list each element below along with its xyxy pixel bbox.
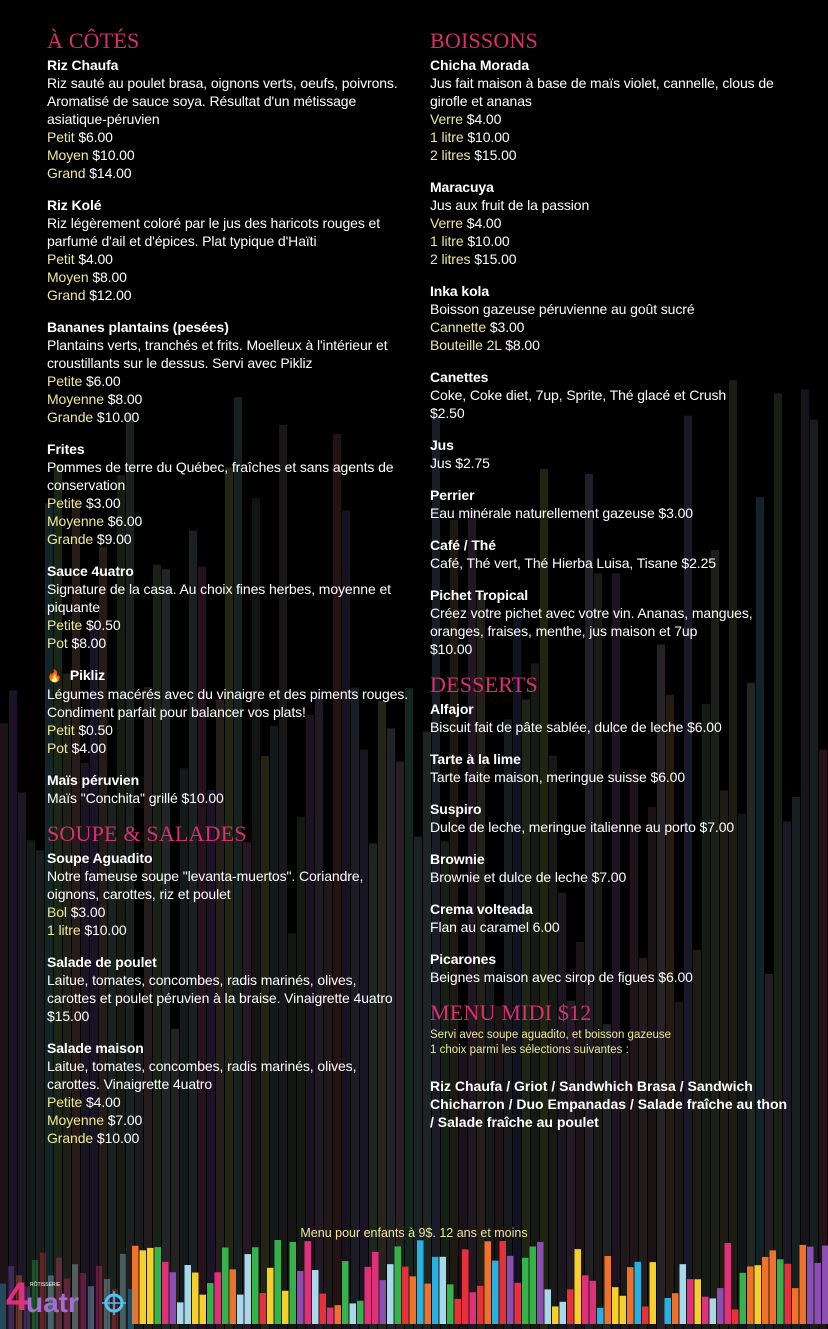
color-bar (672, 1293, 679, 1324)
option-label: Moyen (47, 147, 89, 163)
color-bar (335, 1305, 342, 1324)
item-name: Crema volteada (430, 901, 533, 917)
color-bar (822, 1245, 828, 1324)
color-bar (597, 1308, 604, 1324)
background-bar (27, 840, 35, 1329)
menu-item (430, 900, 788, 936)
fire-icon: 🔥 (47, 669, 62, 683)
color-bar (342, 1261, 349, 1324)
menu-item (47, 56, 409, 182)
color-bar (387, 1264, 394, 1324)
item-name: Maracuya (430, 179, 494, 195)
color-bar (500, 1241, 507, 1324)
color-bar (267, 1268, 274, 1324)
color-bar (177, 1302, 184, 1324)
section-title: À CÔTÉS (47, 28, 140, 53)
item-name: Riz Chaufa (47, 57, 119, 73)
option-label: Petite (47, 1094, 83, 1110)
color-bar (215, 1272, 222, 1324)
color-bar (590, 1281, 597, 1324)
option-label: Bouteille 2L (430, 337, 502, 353)
option-price: $4.00 (466, 111, 502, 127)
price-option (430, 318, 788, 336)
menu-item (430, 56, 788, 164)
menu-section (430, 28, 788, 658)
price-option (47, 921, 409, 939)
price-option (47, 1129, 409, 1147)
color-bar (380, 1280, 387, 1324)
color-bar (305, 1241, 312, 1324)
color-bar (770, 1250, 777, 1324)
option-price: $7.00 (107, 1112, 143, 1128)
option-price: $10.00 (92, 147, 135, 163)
menu-midi-section (430, 1000, 788, 1131)
color-bar (170, 1272, 177, 1324)
color-bar (605, 1256, 612, 1324)
option-price: $8.00 (92, 269, 127, 285)
price-option (47, 268, 409, 286)
menu-item (430, 436, 788, 472)
color-bar (470, 1292, 477, 1324)
option-price: $15.00 (474, 147, 517, 163)
menu-item (47, 318, 409, 426)
price-option (430, 128, 788, 146)
menu-item (47, 666, 409, 757)
color-bar (275, 1240, 282, 1324)
option-price: $3.00 (86, 495, 121, 511)
color-bar (785, 1264, 792, 1324)
color-bar (485, 1241, 492, 1324)
option-price: $6.00 (78, 129, 113, 145)
price-option (47, 530, 409, 548)
option-label: Petite (47, 495, 83, 511)
item-description: Biscuit fait de pâte sablée, dulce de leche $6.00 (430, 719, 722, 735)
option-label: Cannette (430, 319, 487, 335)
color-bar (762, 1257, 769, 1324)
option-label: Petit (47, 251, 75, 267)
item-description: Coke, Coke diet, 7up, Sprite, Thé glacé et Crush (430, 387, 727, 403)
color-bar (777, 1259, 784, 1324)
color-bar (447, 1284, 454, 1324)
menu-item (47, 849, 409, 939)
price-option (430, 214, 788, 232)
menu-item (430, 700, 788, 736)
price-option (47, 494, 409, 512)
svg-text:RÔTISSERIE: RÔTISSERIE (30, 1282, 61, 1288)
menu-item (47, 771, 409, 807)
item-description: Tarte faite maison, meringue suisse $6.00 (430, 769, 686, 785)
option-price: $9.00 (96, 531, 132, 547)
color-bar (695, 1279, 702, 1324)
color-bar (492, 1261, 499, 1324)
item-name: Canettes (430, 369, 489, 385)
option-label: Bol (47, 904, 67, 920)
option-price: $14.00 (89, 165, 132, 181)
item-name: Tarte à la lime (430, 751, 521, 767)
svg-text:uatr: uatr (26, 1287, 79, 1316)
color-bar (290, 1242, 297, 1324)
background-bar (792, 797, 800, 1329)
item-description: Jus fait maison à base de maïs violet, cannelle, clous de girofle et ananas (430, 75, 774, 109)
option-price: $10.00 (96, 409, 140, 425)
price-option (47, 128, 409, 146)
color-bar (747, 1266, 754, 1324)
option-label: 1 litre (430, 129, 464, 145)
color-bar (410, 1276, 417, 1324)
option-label: Petite (47, 373, 83, 389)
background-bar (819, 750, 827, 1329)
section-title: MENU MIDI $12 (430, 1000, 592, 1025)
price-option (47, 616, 409, 634)
option-price: $8.00 (107, 391, 143, 407)
item-description: Laitue, tomates, concombes, radis marinés, olives, carottes et poulet péruvien à la braise. Vinaigrette 4uatro $15.00 (47, 972, 393, 1024)
price-option (47, 164, 409, 182)
color-bar (575, 1249, 582, 1324)
section-title: DESSERTS (430, 672, 538, 697)
color-bar (612, 1287, 619, 1324)
item-description: Pommes de terre du Québec, fraîches et sans agents de conservation (47, 459, 394, 493)
color-bar (402, 1267, 409, 1324)
item-description: Jus aux fruit de la passion (430, 197, 590, 213)
item-description: Signature de la casa. Au choix fines herbes, moyenne et piquante (47, 581, 391, 615)
item-description: Brownie et dulce de leche $7.00 (430, 869, 627, 885)
color-bar (357, 1301, 364, 1324)
item-description: Plantains verts, tranchés et frits. Moelleux à l'intérieur et croustillants sur le dessus. Servi avec Pikliz (47, 337, 388, 371)
item-description: Notre fameuse soupe "levanta-muertos". Coriandre, oignons, carottes, riz et poulet (47, 868, 364, 902)
color-bar (545, 1289, 552, 1324)
option-label: Grande (47, 1130, 94, 1146)
menu-midi-note: 1 choix parmi les sélections suivantes : (430, 1044, 629, 1056)
option-price: $3.00 (489, 319, 525, 335)
color-bar (515, 1283, 522, 1324)
color-bar (650, 1262, 657, 1324)
menu-item (430, 750, 788, 786)
option-label: Petit (47, 722, 75, 738)
price-option (430, 110, 788, 128)
color-bar (567, 1289, 574, 1324)
color-bar (477, 1286, 484, 1324)
price-option (430, 336, 788, 354)
item-name: Riz Kolé (47, 197, 102, 213)
color-bar (417, 1240, 424, 1324)
color-bar (162, 1262, 169, 1324)
item-name: Café / Thé (430, 537, 496, 553)
option-price: $4.00 (86, 1094, 121, 1110)
item-name: Alfajor (430, 701, 474, 717)
menu-section (430, 672, 788, 986)
color-bar (507, 1256, 514, 1324)
item-price: $2.50 (430, 405, 465, 421)
option-label: Verre (430, 215, 463, 231)
item-name: Soupe Aguadito (47, 850, 153, 866)
price-option (47, 721, 409, 739)
color-bar (432, 1257, 439, 1324)
price-option (47, 512, 409, 530)
option-label: 2 litres (430, 251, 471, 267)
option-price: $10.00 (96, 1130, 140, 1146)
option-label: 2 litres (430, 147, 471, 163)
color-bar (455, 1299, 462, 1324)
item-name: Inka kola (430, 283, 490, 299)
color-bar (462, 1249, 469, 1324)
color-bar (252, 1247, 259, 1324)
price-option (47, 146, 409, 164)
item-description: Légumes macérés avec du vinaigre et des piments rouges. Condiment parfait pour balancer vos plats! (47, 686, 409, 720)
option-label: Grande (47, 409, 94, 425)
price-option (47, 903, 409, 921)
item-description: Café, Thé vert, Thé Hierba Luisa, Tisane $2.25 (430, 555, 716, 571)
color-bar (522, 1258, 529, 1324)
option-label: Moyenne (47, 391, 104, 407)
item-name: Salade maison (47, 1040, 144, 1056)
item-name: Salade de poulet (47, 954, 157, 970)
color-bar (192, 1273, 199, 1324)
item-name: Chicha Morada (430, 57, 530, 73)
menu-item (430, 536, 788, 572)
color-bar (620, 1296, 627, 1324)
color-bar (155, 1247, 162, 1324)
item-description: Beignes maison avec sirop de figues $6.00 (430, 969, 693, 985)
color-bar (635, 1262, 642, 1324)
option-label: Grande (47, 531, 94, 547)
menu-section (47, 28, 409, 807)
logo-4uatro (6, 1272, 131, 1316)
option-label: Verre (430, 111, 463, 127)
option-price: $8.00 (505, 337, 540, 353)
color-bar (755, 1265, 762, 1324)
color-bar (312, 1270, 319, 1324)
item-name: Brownie (430, 851, 485, 867)
menu-item (430, 586, 788, 658)
color-bar (552, 1306, 559, 1324)
item-name: Sauce 4uatro (47, 563, 134, 579)
price-option (47, 408, 409, 426)
background-bar (810, 420, 818, 1329)
color-bar (815, 1263, 822, 1324)
background-bar (18, 793, 26, 1329)
color-bar (230, 1269, 237, 1324)
item-name: Pikliz (69, 667, 106, 683)
color-bar (732, 1309, 739, 1324)
item-description: Boisson gazeuse péruvienne au goût sucré (430, 301, 695, 317)
item-name: Picarones (430, 951, 497, 967)
option-label: Moyenne (47, 1112, 104, 1128)
item-description: Eau minérale naturellement gazeuse $3.00 (430, 505, 693, 521)
option-label: Petit (47, 129, 75, 145)
color-bar (260, 1293, 267, 1324)
color-bar (320, 1294, 327, 1324)
option-price: $6.00 (107, 513, 143, 529)
color-bar (425, 1284, 432, 1324)
color-bar (365, 1267, 372, 1324)
color-bar (740, 1273, 747, 1324)
menu-item (430, 850, 788, 886)
option-label: 1 litre (430, 233, 464, 249)
option-price: $15.00 (474, 251, 517, 267)
item-description: Créez votre pichet avec votre vin. Ananas, mangues, oranges, fraises, menthe, jus maison et 7up (430, 605, 753, 639)
option-price: $3.00 (70, 904, 106, 920)
color-bar (395, 1246, 402, 1324)
color-bar (207, 1283, 214, 1324)
option-price: $4.00 (466, 215, 502, 231)
color-bar (140, 1250, 147, 1324)
item-name: Pichet Tropical (430, 587, 529, 603)
menu-item (430, 950, 788, 986)
item-description: Jus $2.75 (430, 455, 490, 471)
menu-item (430, 800, 788, 836)
item-description: Laitue, tomates, concombes, radis marinés, olives, carottes. Vinaigrette 4uatro (47, 1058, 357, 1092)
color-bar (327, 1308, 334, 1324)
left-column (47, 28, 409, 1161)
color-bar (687, 1279, 694, 1324)
section-title: SOUPE & SALADES (47, 821, 247, 846)
item-description: Dulce de leche, meringue italienne au porto $7.00 (430, 819, 735, 835)
option-label: 1 litre (47, 922, 81, 938)
color-bar (282, 1291, 289, 1324)
price-option (47, 372, 409, 390)
background-bar (801, 389, 809, 1329)
item-name: Jus (430, 437, 454, 453)
color-bar (245, 1254, 252, 1324)
option-price: $12.00 (89, 287, 132, 303)
menu-midi-note: Servi avec soupe aguadito, et boisson gazeuse (430, 1029, 672, 1041)
color-bar (350, 1303, 357, 1324)
menu-item (430, 486, 788, 522)
color-bar (642, 1306, 649, 1324)
color-bar (440, 1257, 447, 1324)
option-label: Petite (47, 617, 83, 633)
item-name: Maïs péruvien (47, 772, 140, 788)
kids-menu-note: Menu pour enfants à 9$. 12 ans et moins (300, 1226, 528, 1240)
option-price: $10.00 (467, 129, 510, 145)
color-bar (372, 1252, 379, 1324)
option-price: $4.00 (78, 251, 113, 267)
section-title: BOISSONS (430, 28, 538, 53)
option-label: Grand (47, 165, 86, 181)
color-bar (627, 1267, 634, 1324)
item-name: Suspiro (430, 801, 482, 817)
color-bar (725, 1243, 732, 1324)
menu-item (430, 178, 788, 268)
price-option (430, 146, 788, 164)
option-price: $10.00 (467, 233, 510, 249)
color-bar (680, 1264, 687, 1324)
color-bar (200, 1295, 207, 1324)
option-price: $6.00 (86, 373, 121, 389)
color-bar (222, 1247, 229, 1324)
item-description: Flan au caramel 6.00 (430, 919, 560, 935)
color-bar (537, 1242, 544, 1324)
color-bar (717, 1288, 724, 1324)
price-option (47, 634, 409, 652)
option-price: $0.50 (86, 617, 121, 633)
menu-item (47, 1039, 409, 1147)
color-bar (297, 1271, 304, 1324)
price-option (47, 250, 409, 268)
menu-section (47, 821, 409, 1147)
color-bar (530, 1246, 537, 1324)
item-price: $10.00 (430, 641, 473, 657)
item-description: Riz sauté au poulet brasa, oignons verts, oeufs, poivrons. Aromatisé de sauce soya. Résultat d'un métissage asiatique-péruvien (47, 75, 398, 127)
option-label: Pot (47, 740, 68, 756)
color-bar (185, 1265, 192, 1324)
menu-item (430, 368, 788, 422)
item-description: Riz légèrement coloré par le jus des haricots rouges et parfumé d'ail et d'épices. Plat typique d'Haïti (47, 215, 381, 249)
item-name: Frites (47, 441, 85, 457)
option-label: Pot (47, 635, 68, 651)
price-option (47, 390, 409, 408)
price-option (430, 232, 788, 250)
price-option (430, 250, 788, 268)
color-bar (807, 1247, 814, 1324)
right-column (430, 28, 788, 1139)
item-name: Perrier (430, 487, 475, 503)
option-label: Moyenne (47, 513, 104, 529)
menu-midi-choices: Riz Chaufa / Griot / Sandwhich Brasa / Sandwich Chicharron / Duo Empanadas / Salade fraîche au thon / Salade fraîche au poulet (430, 1078, 788, 1130)
option-price: $10.00 (84, 922, 127, 938)
menu-item (47, 196, 409, 304)
color-bar (582, 1275, 589, 1324)
color-bar (147, 1248, 154, 1324)
price-option (47, 739, 409, 757)
price-option (47, 286, 409, 304)
color-bar (710, 1298, 717, 1324)
option-price: $0.50 (78, 722, 113, 738)
price-option (47, 1111, 409, 1129)
color-bar (665, 1298, 672, 1324)
menu-item (47, 562, 409, 652)
menu-item (47, 440, 409, 548)
svg-text:4: 4 (6, 1275, 29, 1316)
color-bar (702, 1297, 709, 1324)
item-name: Bananes plantains (pesées) (47, 319, 229, 335)
option-price: $8.00 (71, 635, 107, 651)
color-bar (237, 1295, 244, 1324)
price-option (47, 1093, 409, 1111)
color-bar (560, 1302, 567, 1324)
option-label: Moyen (47, 269, 89, 285)
menu-item (430, 282, 788, 354)
menu-item (47, 953, 409, 1025)
color-bar (800, 1245, 807, 1324)
item-description: Maïs "Conchita" grillé $10.00 (47, 790, 224, 806)
option-price: $4.00 (71, 740, 107, 756)
option-label: Grand (47, 287, 86, 303)
color-bar (792, 1288, 799, 1324)
